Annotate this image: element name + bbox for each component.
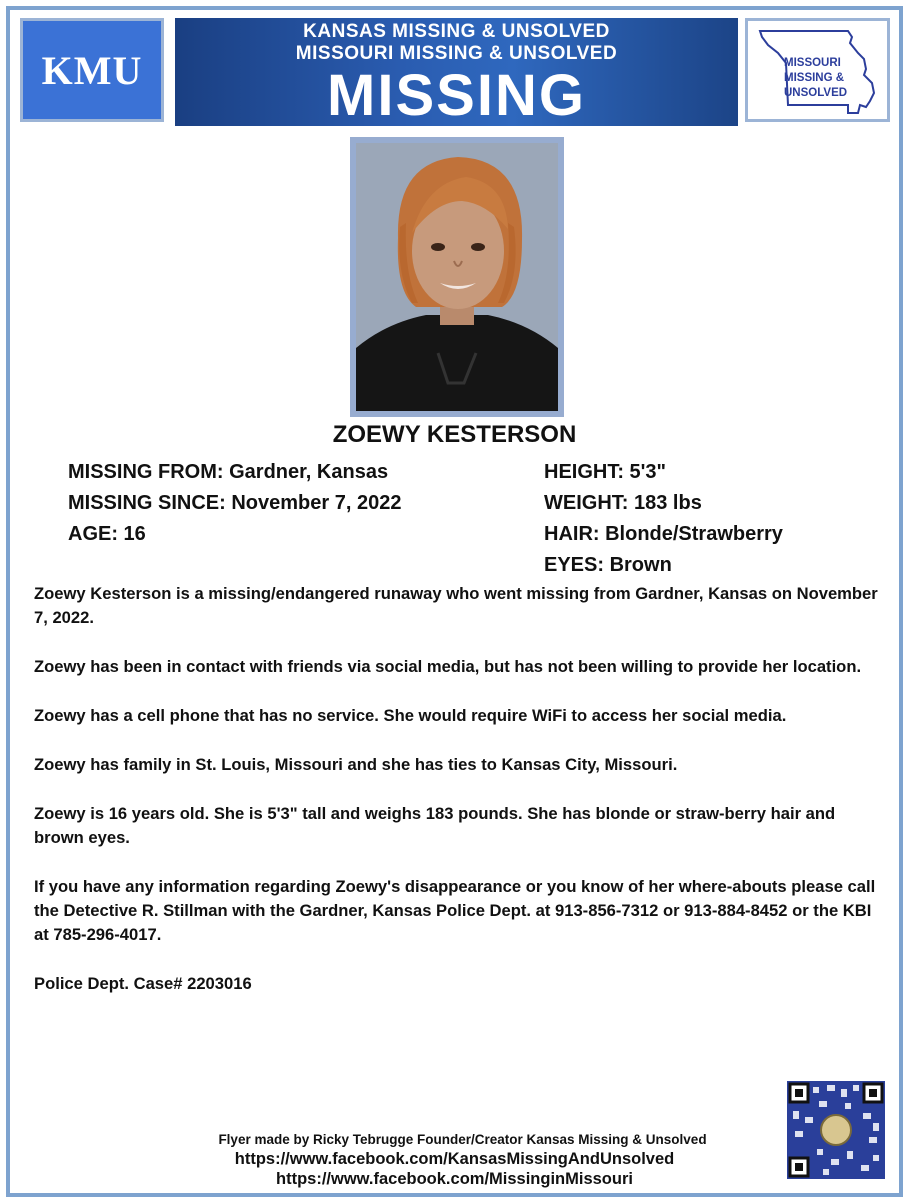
paragraph-case-number: Police Dept. Case# 2203016 xyxy=(34,974,252,993)
kmu-logo xyxy=(20,18,164,122)
missing-person-photo xyxy=(350,137,564,417)
eyes: EYES: Brown xyxy=(544,554,672,576)
height: HEIGHT: 5'3" xyxy=(544,461,667,483)
kansas-facebook-link[interactable]: https://www.facebook.com/KansasMissingAndUnsolved xyxy=(234,1150,675,1168)
header-banner xyxy=(175,18,738,126)
paragraph-social-media: Zoewy has been in contact with friends via social media, but has not been willing to provide her location. xyxy=(34,657,862,676)
banner-title: MISSING xyxy=(327,63,586,128)
person-name: ZOEWY KESTERSON xyxy=(332,421,577,448)
missing-from: MISSING FROM: Gardner, Kansas xyxy=(68,461,389,483)
missouri-logo xyxy=(745,18,890,122)
paragraph-description: Zoewy is 16 years old. She is 5'3" tall and weighs 183 pounds. She has blonde or straw-berry hair and brown eyes. xyxy=(34,804,836,847)
description xyxy=(34,582,884,1021)
portrait-illustration xyxy=(356,143,558,411)
missing-since: MISSING SINCE: November 7, 2022 xyxy=(68,492,402,514)
age: AGE: 16 xyxy=(68,523,146,545)
banner-line-kansas: KANSAS MISSING & UNSOLVED xyxy=(303,21,610,42)
kmu-logo-text: KMU xyxy=(41,47,143,93)
missouri-facebook-link[interactable]: https://www.facebook.com/MissinginMissouri xyxy=(276,1170,633,1188)
paragraph-summary: Zoewy Kesterson is a missing/endangered runaway who went missing from Gardner, Kansas on November 7, 2022. xyxy=(34,584,878,627)
banner-line-missouri: MISSOURI MISSING & UNSOLVED xyxy=(295,43,618,64)
flyer-credit: Flyer made by Ricky Tebrugge Founder/Creator Kansas Missing & Unsolved xyxy=(218,1132,707,1147)
hair: HAIR: Blonde/Strawberry xyxy=(544,523,783,545)
missouri-logo-text: MISSOURI MISSING & UNSOLVED xyxy=(784,57,848,99)
footer xyxy=(10,1131,899,1189)
facts-right-column xyxy=(544,457,783,581)
paragraph-contact: If you have any information regarding Zoewy's disappearance or you know of her where-abouts please call the Detective R. Stillman with the Gardner, Kansas Police Dept. at 913-856-7312 or 913-884-8452 or the KBI at 785-296-4017. xyxy=(34,877,876,944)
flyer xyxy=(6,6,903,1197)
facts-left-column xyxy=(68,457,401,550)
weight: WEIGHT: 183 lbs xyxy=(544,492,702,514)
paragraph-phone: Zoewy has a cell phone that has no service. She would require WiFi to access her social media. xyxy=(34,706,787,725)
paragraph-family: Zoewy has family in St. Louis, Missouri and she has ties to Kansas City, Missouri. xyxy=(34,755,678,774)
